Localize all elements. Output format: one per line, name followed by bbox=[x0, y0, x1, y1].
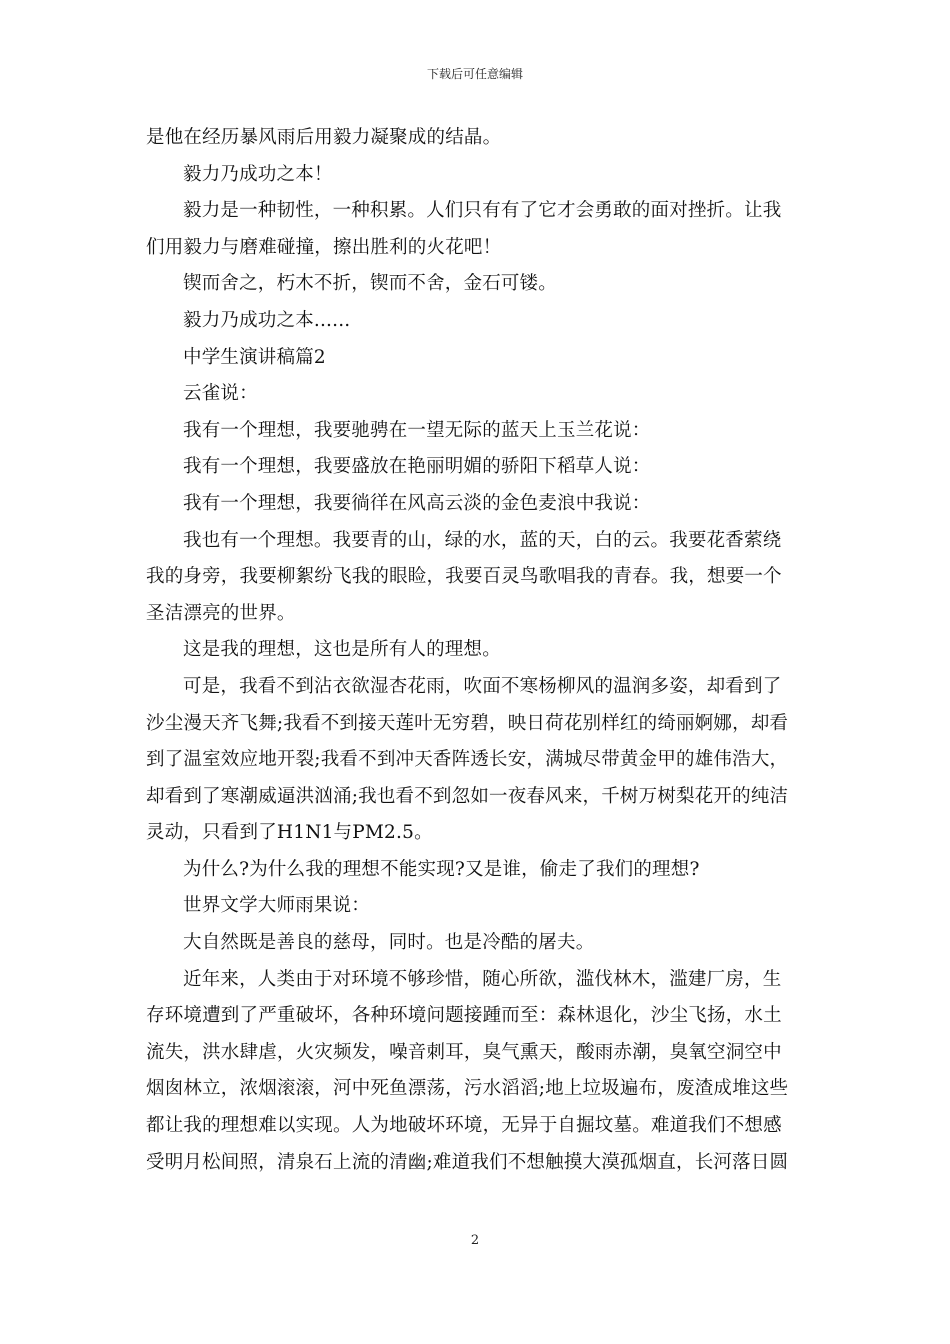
paragraph bbox=[146, 157, 808, 194]
text-line: 我有一个理想，我要盛放在艳丽明媚的骄阳下稻草人说： bbox=[183, 456, 651, 478]
text-line: 受明月松间照，清泉石上流的清幽;难道我们不想触摸大漠孤烟直，长河落日圆 bbox=[146, 1151, 789, 1173]
text-line: 烟囱林立，浓烟滚滚，河中死鱼漂荡，污水滔滔;地上垃圾遍布，废渣成堆这些 bbox=[146, 1078, 789, 1100]
paragraph bbox=[146, 632, 808, 669]
text-line: 却看到了寒潮威逼洪汹涌;我也看不到忽如一夜春风来，千树万树梨花开的纯洁 bbox=[146, 785, 789, 807]
text-line: 毅力乃成功之本！ bbox=[183, 163, 333, 185]
page-header: 下载后可任意编辑 bbox=[426, 67, 523, 81]
paragraph bbox=[146, 925, 808, 962]
page-number: 2 bbox=[470, 1233, 480, 1248]
text-line: 我的身旁，我要柳絮纷飞我的眼睑，我要百灵鸟歌唱我的青春。我，想要一个 bbox=[146, 566, 782, 588]
document-body bbox=[146, 120, 808, 1181]
paragraph bbox=[146, 413, 808, 450]
text-line: 世界文学大师雨果说： bbox=[183, 895, 371, 917]
text-line: 云雀说： bbox=[183, 383, 258, 405]
text-line: 沙尘漫天齐飞舞;我看不到接天莲叶无穷碧，映日荷花别样红的绮丽婀娜，却看 bbox=[146, 712, 789, 734]
text-line: 流失，洪水肆虐，火灾频发，噪音刺耳，臭气熏天，酸雨赤潮，臭氧空洞空中 bbox=[146, 1041, 782, 1063]
text-line: 这是我的理想，这也是所有人的理想。 bbox=[183, 639, 501, 661]
text-line: 灵动，只看到了H1N1与PM2.5。 bbox=[146, 822, 433, 844]
text-line: 我有一个理想，我要驰骋在一望无际的蓝天上玉兰花说： bbox=[183, 419, 651, 441]
text-line: 锲而舍之，朽木不折，锲而不舍，金石可镂。 bbox=[183, 273, 558, 295]
text-line: 都让我的理想难以实现。人为地破坏环境，无异于自掘坟墓。难道我们不想感 bbox=[146, 1115, 782, 1137]
text-line: 我有一个理想，我要徜徉在风高云淡的金色麦浪中我说： bbox=[183, 492, 651, 514]
text-line: 近年来，人类由于对环境不够珍惜，随心所欲，滥伐林木，滥建厂房，生 bbox=[183, 968, 782, 990]
text-line: 存环境遭到了严重破坏，各种环境问题接踵而至：森林退化，沙尘飞扬，水土 bbox=[146, 1005, 782, 1027]
paragraph bbox=[146, 266, 808, 303]
paragraph bbox=[146, 193, 808, 266]
text-line: 是他在经历暴风雨后用毅力凝聚成的结晶。 bbox=[146, 127, 502, 148]
paragraph bbox=[146, 962, 808, 1182]
paragraph bbox=[146, 120, 808, 157]
text-line: 们用毅力与磨难碰撞，擦出胜利的火花吧！ bbox=[146, 236, 502, 258]
text-line: 到了温室效应地开裂;我看不到冲天香阵透长安，满城尽带黄金甲的雄伟浩大， bbox=[146, 749, 789, 771]
text-line: 我也有一个理想。我要青的山，绿的水，蓝的天，白的云。我要花香萦绕 bbox=[183, 529, 782, 551]
text-line: 可是，我看不到沾衣欲湿杏花雨，吹面不寒杨柳风的温润多姿，却看到了 bbox=[183, 675, 782, 697]
paragraph bbox=[146, 303, 808, 340]
text-line: 中学生演讲稿篇2 bbox=[183, 346, 326, 368]
paragraph bbox=[146, 669, 808, 852]
paragraph bbox=[146, 852, 808, 889]
paragraph bbox=[146, 340, 808, 377]
paragraph bbox=[146, 486, 808, 523]
paragraph bbox=[146, 449, 808, 486]
text-line: 圣洁漂亮的世界。 bbox=[146, 602, 296, 624]
text-line: 毅力乃成功之本...... bbox=[183, 309, 351, 331]
text-line: 为什么?为什么我的理想不能实现?又是谁，偷走了我们的理想? bbox=[183, 858, 700, 880]
paragraph bbox=[146, 888, 808, 925]
text-line: 毅力是一种韧性，一种积累。人们只有有了它才会勇敢的面对挫折。让我 bbox=[183, 200, 782, 222]
paragraph bbox=[146, 376, 808, 413]
text-line: 大自然既是善良的慈母，同时。也是冷酷的屠夫。 bbox=[183, 932, 595, 954]
paragraph bbox=[146, 523, 808, 633]
